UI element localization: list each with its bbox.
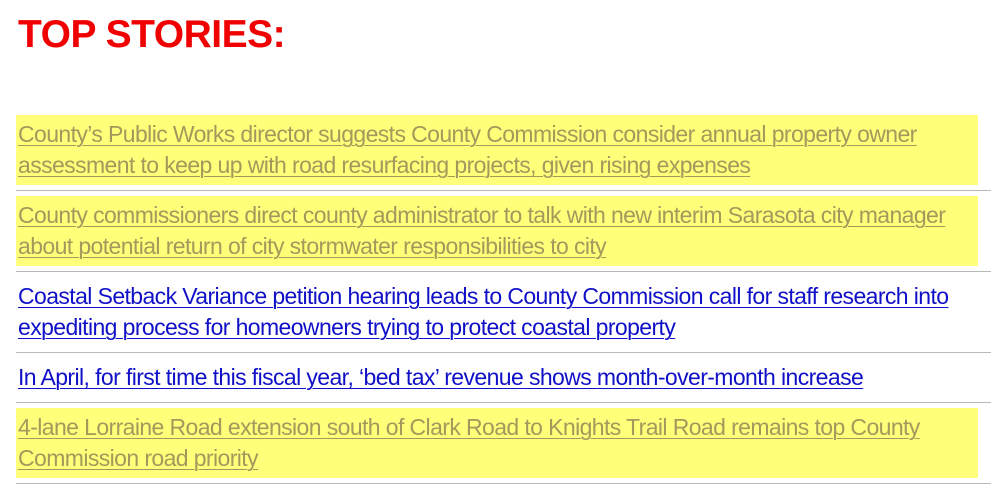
story-link[interactable]: 4-lane Lorraine Road extension south of Clark Road to Knights Trail Road remains top County Commission road priority	[18, 414, 920, 471]
story-body	[16, 277, 991, 347]
story-link[interactable]: In April, for first time this fiscal year, ‘bed tax’ revenue shows month-over-month increase	[18, 364, 864, 390]
story-highlight	[16, 196, 978, 266]
story-item	[16, 408, 991, 484]
story-link[interactable]: County commissioners direct county administrator to talk with new interim Sarasota city manager about potential return of city stormwater responsibilities to city	[18, 202, 946, 259]
story-divider	[16, 271, 991, 272]
story-highlight	[16, 115, 978, 185]
story-highlight	[16, 408, 978, 478]
story-divider	[16, 402, 991, 403]
story-divider	[16, 352, 991, 353]
page-title: TOP STORIES:	[18, 13, 286, 56]
story-divider	[16, 190, 991, 191]
story-body	[16, 358, 991, 397]
story-item	[16, 115, 991, 191]
story-item	[16, 196, 991, 272]
story-link[interactable]: Coastal Setback Variance petition hearing leads to County Commission call for staff research into expediting process for homeowners trying to protect coastal property	[18, 283, 949, 340]
story-divider	[16, 483, 991, 484]
top-stories-list	[16, 115, 991, 489]
story-link[interactable]: County’s Public Works director suggests County Commission consider annual property owner assessment to keep up with road resurfacing projects, given rising expenses	[18, 121, 917, 178]
story-item	[16, 358, 991, 403]
story-item	[16, 277, 991, 353]
